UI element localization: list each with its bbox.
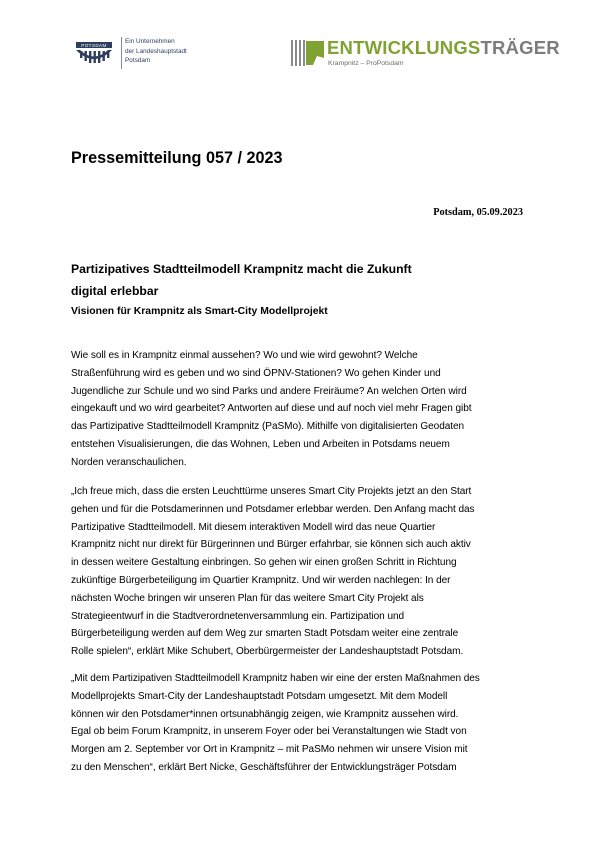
body-paragraph xyxy=(71,670,531,777)
potsdam-wordmark: POTSDAM xyxy=(81,43,107,48)
text-line: Bürgerbeteiligung werden auf dem Weg zur smarten Stadt Potsdam weiter eine zentrale xyxy=(71,628,459,640)
dateline: Potsdam, 05.09.2023 xyxy=(433,207,523,218)
krampnitz-emblem-icon xyxy=(291,38,327,68)
potsdam-tagline-line: Ein Unternehmen xyxy=(125,38,175,45)
entwicklungstraeger-subtitle: Krampnitz – ProPotsdam xyxy=(328,60,404,67)
potsdam-tagline-line: der Landeshauptstadt xyxy=(125,47,187,55)
text-line: zukünftige Bürgerbeteiligung im Quartier Krampnitz. Und wir werden nachlegen: In der xyxy=(71,574,451,586)
potsdam-emblem-icon xyxy=(72,37,116,69)
text-line: Wie soll es in Krampnitz einmal aussehen? Wo und wie wird gewohnt? Welche xyxy=(71,350,418,361)
entwicklungstraeger-wordmark xyxy=(327,37,560,59)
text-line: Partizipative Stadtteilmodell. Mit diesem interaktiven Modell wird das neue Quartier xyxy=(71,521,436,533)
text-line: „Ich freue mich, dass die ersten Leuchttürme unseres Smart City Projekts jetzt an den Start xyxy=(71,486,472,497)
text-line: Jugendliche zur Schule und wo sind Parks und andere Freiräume? An welchen Orten wird xyxy=(71,385,467,397)
text-line: gehen und für die Potsdamerinnen und Potsdamer erlebbar werden. Den Anfang macht das xyxy=(71,503,475,515)
subheadline: Visionen für Krampnitz als Smart-City Modellprojekt xyxy=(71,306,328,317)
text-line: entstehen Visualisierungen, die das Wohnen, Leben und Arbeiten in Potsdams neuem xyxy=(71,438,450,450)
potsdam-logo xyxy=(72,37,212,71)
text-line: Krampnitz nicht nur direkt für Bürgerinnen und Bürger erfahrbar, sie können sich auch aktiv xyxy=(71,539,471,551)
body-paragraph xyxy=(71,483,531,661)
text-line: können wir den Potsdamer*innen ortsunabhängig zeigen, wie Krampnitz aussehen wird. xyxy=(71,708,459,720)
text-line: nächsten Woche bringen wir unseren Plan für das weitere Smart City Projekt als xyxy=(71,592,424,604)
text-line: Norden veranschaulichen. xyxy=(71,456,187,468)
text-line: das Partizipative Stadtteilmodell Krampnitz (PaSMo). Mithilfe von digitalisierten Geodaten xyxy=(71,421,465,433)
potsdam-tagline-line: Potsdam xyxy=(125,57,151,65)
text-line: eingekauft und wo wird gearbeitet? Antworten auf diese und auf noch viel mehr Fragen gibt xyxy=(71,403,472,415)
text-line: Egal ob beim Forum Krampnitz, in unserem Foyer oder bei Veranstaltungen wie Stadt von xyxy=(71,726,467,738)
text-line: „Mit dem Partizipativen Stadtteilmodell Krampnitz haben wir eine der ersten Maßnahmen des xyxy=(71,673,480,684)
text-line: Morgen am 2. September vor Ort in Krampnitz – mit PaSMo nehmen wir unsere Vision mit xyxy=(71,744,468,756)
text-line: Modellprojekts Smart-City der Landeshauptstadt Potsdam umgesetzt. Mit dem Modell xyxy=(71,690,448,702)
text-line: in dessen weitere Gestaltung einbringen. So gehen wir einen großen Schritt in Richtung xyxy=(71,557,457,569)
headline-line: Partizipatives Stadtteilmodell Krampnitz macht die Zukunft xyxy=(71,262,412,276)
wordmark-main: ENTWICKLUNGS xyxy=(327,37,481,58)
headline-line: digital erlebbar xyxy=(71,284,159,298)
logo-divider xyxy=(121,37,122,69)
headline xyxy=(71,258,531,302)
press-release-title: Pressemitteilung 057 / 2023 xyxy=(71,149,283,167)
entwicklungstraeger-logo xyxy=(291,36,560,72)
text-line: Strategieentwurf in die Stadtverordnetenversammlung ein. Partizipation und xyxy=(71,610,405,622)
text-line: Rolle spielen“, erklärt Mike Schubert, Oberbürgermeister der Landeshauptstadt Potsdam. xyxy=(71,646,464,658)
text-line: zu den Menschen“, erklärt Bert Nicke, Geschäftsführer der Entwicklungsträger Potsdam xyxy=(71,761,457,773)
potsdam-tagline xyxy=(125,37,187,66)
body-paragraph xyxy=(71,347,531,472)
text-line: Straßenführung wird es geben und wo sind ÖPNV-Stationen? Wo gehen Kinder und xyxy=(71,367,441,379)
wordmark-end: TRÄGER xyxy=(480,37,560,58)
